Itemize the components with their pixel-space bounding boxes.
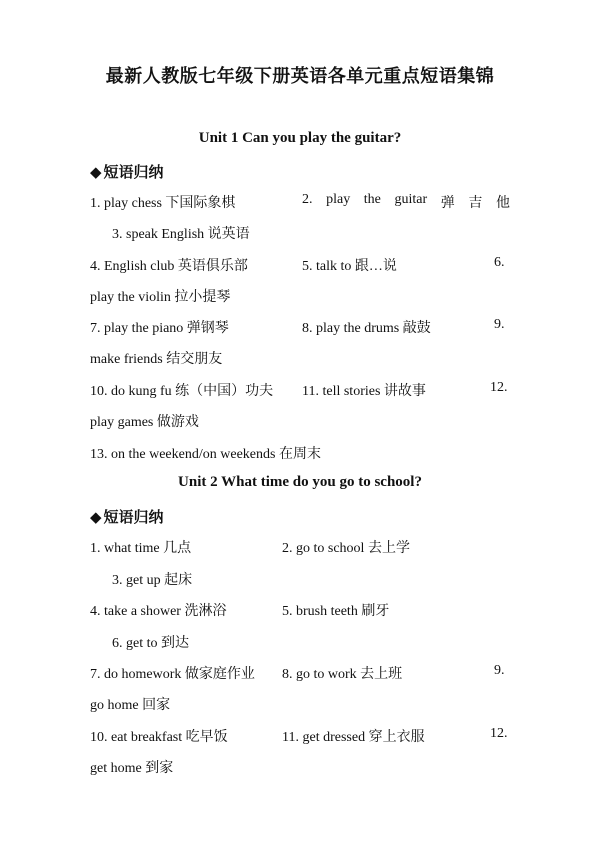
phrase-6-text: play the violin 拉小提琴 [90,290,231,305]
phrase-2-number: 2. [302,192,313,207]
unit-2-phrase-row-7 [0,726,600,746]
document-title: 最新人教版七年级下册英语各单元重点短语集锦 [105,66,495,86]
unit-2-phrase-row-5 [0,663,600,683]
phrase-12-number: 12. [490,380,508,395]
phrase-10: 10. do kung fu 练（中国）功夫 [90,384,274,399]
phrase-11: 11. get dressed 穿上衣服 [282,730,425,745]
unit-1-phrase-row-2 [0,223,600,243]
phrase-13: 13. on the weekend/on weekends 在周末 [90,447,321,462]
phrase-10: 10. eat breakfast 吃早饭 [90,730,228,745]
unit-2-phrase-row-4 [0,632,600,652]
unit-1-section-heading [90,161,164,182]
phrase-7: 7. do homework 做家庭作业 [90,667,255,682]
phrase-2: 2. go to school 去上学 [282,541,410,556]
phrase-4: 4. English club 英语俱乐部 [90,259,248,274]
phrase-8: 8. play the drums 敲鼓 [302,321,431,336]
phrase-3: 3. speak English 说英语 [112,227,250,242]
phrase-9-text: make friends 结交朋友 [90,352,223,367]
phrase-6-number: 6. [494,255,505,270]
phrase-2-word: the [363,192,381,207]
phrase-2 [302,192,510,212]
phrase-8: 8. go to work 去上班 [282,667,403,682]
phrase-2-char: 吉 [468,196,483,211]
phrase-5: 5. talk to 跟…说 [302,259,397,274]
unit-2-phrase-row-1 [0,537,600,557]
unit-1-phrase-row-3 [0,255,600,275]
phrase-2-char: 弹 [440,196,455,211]
phrase-5: 5. brush teeth 刷牙 [282,604,390,619]
phrase-7: 7. play the piano 弹钢琴 [90,321,229,336]
phrase-6: 6. get to 到达 [112,636,189,651]
phrase-3: 3. get up 起床 [112,573,193,588]
phrase-2-word: play [326,192,351,207]
phrase-1: 1. what time 几点 [90,541,192,556]
unit-2-phrase-row-8 [0,757,600,777]
phrase-9-number: 9. [494,663,505,678]
phrase-1: 1. play chess 下国际象棋 [90,196,236,211]
phrase-9-text: go home 回家 [90,698,171,713]
diamond-bullet-icon: ◆ [90,165,102,181]
phrase-9-number: 9. [494,317,505,332]
section-label: 短语归纳 [103,165,164,181]
unit-2-title: Unit 2 What time do you go to school? [178,474,422,490]
unit-1-phrase-row-4 [0,286,600,306]
unit-1-phrase-row-9 [0,443,600,463]
unit-1-phrase-row-6 [0,348,600,368]
unit-2-section-heading [90,506,164,527]
unit-1-phrase-row-1 [0,192,600,212]
diamond-bullet-icon: ◆ [90,510,102,526]
unit-2-phrase-row-6 [0,694,600,714]
section-label: 短语归纳 [103,510,164,526]
unit-1-phrase-row-5 [0,317,600,337]
phrase-12-number: 12. [490,726,508,741]
unit-2-phrase-row-2 [0,569,600,589]
unit-2-phrase-row-3 [0,600,600,620]
unit-1-title: Unit 1 Can you play the guitar? [198,130,402,146]
phrase-2-char: 他 [495,196,510,211]
unit-1-phrase-row-7 [0,380,600,400]
unit-1-phrase-row-8 [0,411,600,431]
phrase-11: 11. tell stories 讲故事 [302,384,426,399]
phrase-2-word: guitar [394,192,428,207]
phrase-12-text: get home 到家 [90,761,174,776]
phrase-12-text: play games 做游戏 [90,415,199,430]
phrase-4: 4. take a shower 洗淋浴 [90,604,227,619]
